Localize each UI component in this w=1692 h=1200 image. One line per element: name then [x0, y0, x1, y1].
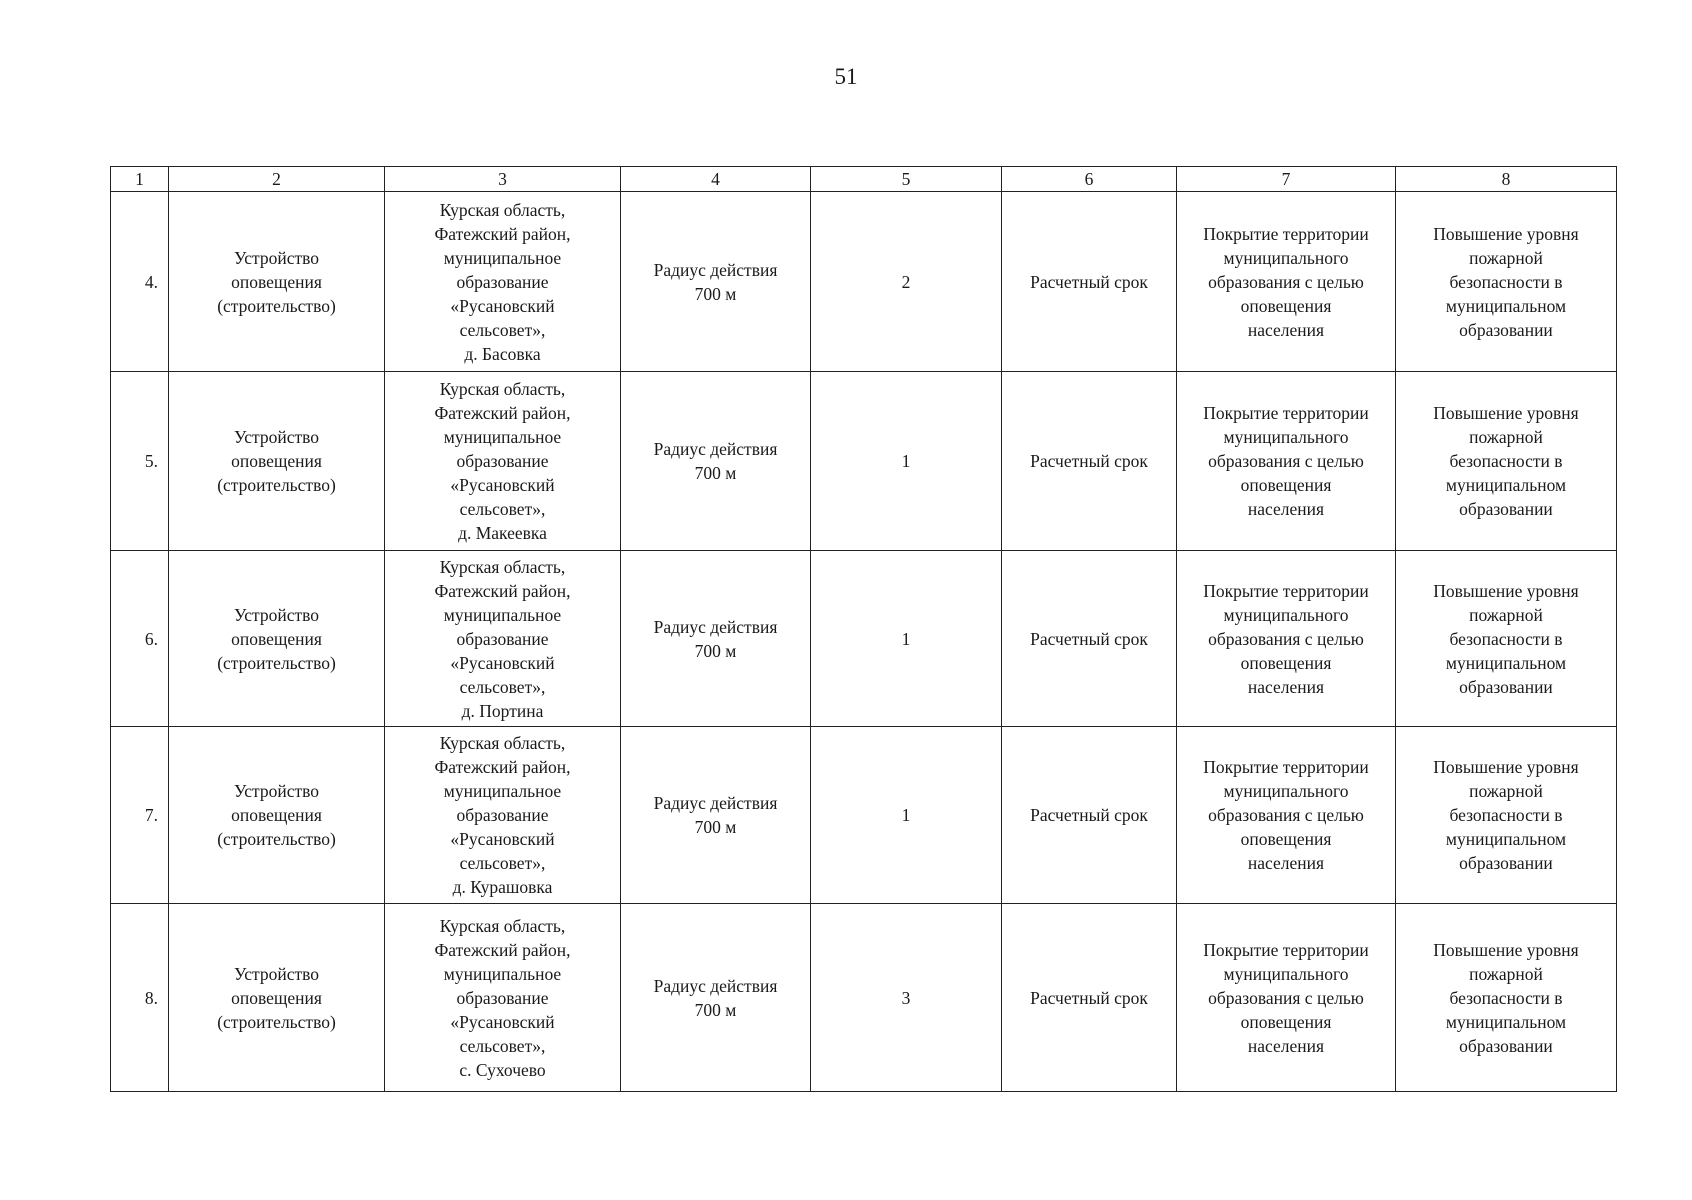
result-cell: [1396, 192, 1617, 372]
text-line: Фатежский район,: [434, 403, 571, 423]
text-line: (строительство): [217, 295, 336, 316]
text-line: 700 м: [694, 640, 737, 661]
purpose-cell: [1177, 727, 1396, 904]
location-cell: [385, 727, 621, 904]
text-line: населения: [1247, 853, 1325, 873]
object-cell: [169, 551, 385, 727]
characteristic-cell: [621, 372, 811, 551]
term-cell: Расчетный срок: [1002, 727, 1177, 904]
characteristic-cell: [621, 727, 811, 904]
header-cell: 6: [1002, 167, 1177, 192]
text-line: Повышение уровня: [1433, 757, 1579, 777]
term-cell: Расчетный срок: [1002, 192, 1177, 372]
text-line: образовании: [1459, 499, 1553, 519]
text-line: Покрытие территории: [1203, 939, 1369, 960]
text-line: Устройство: [233, 427, 320, 447]
text-line: населения: [1247, 319, 1325, 340]
text-line: сельсовет»,: [459, 319, 546, 340]
page-number: 51: [834, 64, 858, 89]
text-line: образовании: [1459, 676, 1553, 697]
text-line: оповещения: [1240, 652, 1332, 673]
text-line: с. Сухочево: [459, 1059, 546, 1080]
text-line: Повышение уровня: [1433, 939, 1579, 960]
text-line: (строительство): [217, 829, 336, 849]
header-cell: 3: [385, 167, 621, 192]
text-line: муниципальном: [1445, 295, 1567, 316]
text-line: (строительство): [217, 652, 336, 673]
text-line: Устройство: [233, 781, 320, 801]
characteristic-cell: [621, 551, 811, 727]
text-line: муниципальном: [1445, 1011, 1567, 1032]
result-cell: [1396, 904, 1617, 1092]
text-line: оповещения: [231, 451, 322, 471]
text-line: «Русановский: [450, 475, 555, 495]
header-cell: 4: [621, 167, 811, 192]
text-line: образовании: [1459, 1035, 1553, 1056]
text-line: 700 м: [694, 463, 737, 483]
header-cell: 1: [111, 167, 169, 192]
text-line: образование: [456, 805, 549, 825]
header-cell: 2: [169, 167, 385, 192]
text-line: муниципальное: [443, 247, 562, 268]
object-cell: [169, 192, 385, 372]
text-line: образование: [456, 628, 549, 649]
text-line: Повышение уровня: [1433, 580, 1579, 601]
text-line: д. Курашовка: [452, 877, 553, 897]
text-line: образования с целью: [1208, 451, 1364, 471]
text-line: оповещения: [231, 805, 322, 825]
text-line: Фатежский район,: [434, 223, 571, 244]
text-line: Устройство: [233, 604, 320, 625]
text-line: муниципальное: [443, 427, 562, 447]
text-line: «Русановский: [450, 1011, 555, 1032]
term-cell: Расчетный срок: [1002, 551, 1177, 727]
text-line: безопасности в: [1449, 451, 1563, 471]
text-line: д. Басовка: [464, 343, 541, 364]
row-number: 6.: [111, 551, 169, 727]
quantity-cell: 1: [811, 551, 1002, 727]
table-row: [111, 727, 1617, 904]
text-line: оповещения: [231, 271, 322, 292]
text-line: муниципальном: [1445, 829, 1567, 849]
object-cell: [169, 727, 385, 904]
text-line: Радиус действия: [653, 793, 778, 813]
text-line: муниципальном: [1445, 652, 1567, 673]
text-line: Радиус действия: [653, 259, 778, 280]
location-cell: [385, 372, 621, 551]
text-line: образования с целью: [1208, 805, 1364, 825]
header-row: [111, 167, 1617, 192]
text-line: образования с целью: [1208, 628, 1364, 649]
text-line: сельсовет»,: [459, 1035, 546, 1056]
text-line: «Русановский: [450, 829, 555, 849]
text-line: Фатежский район,: [434, 757, 571, 777]
result-cell: [1396, 551, 1617, 727]
text-line: муниципального: [1223, 604, 1349, 625]
text-line: муниципального: [1223, 427, 1349, 447]
text-line: муниципальном: [1445, 475, 1567, 495]
text-line: пожарной: [1469, 247, 1543, 268]
term-cell: Расчетный срок: [1002, 904, 1177, 1092]
text-line: Покрытие территории: [1203, 757, 1369, 777]
text-line: оповещения: [1240, 475, 1332, 495]
text-line: Курская область,: [439, 199, 566, 220]
text-line: 700 м: [694, 283, 737, 304]
header-cell: 7: [1177, 167, 1396, 192]
text-line: д. Портина: [461, 700, 544, 721]
text-line: пожарной: [1469, 963, 1543, 984]
object-cell: [169, 904, 385, 1092]
text-line: сельсовет»,: [459, 853, 546, 873]
purpose-cell: [1177, 372, 1396, 551]
text-line: муниципального: [1223, 781, 1349, 801]
text-line: 700 м: [694, 999, 737, 1020]
characteristic-cell: [621, 192, 811, 372]
text-line: образования с целью: [1208, 271, 1364, 292]
text-line: населения: [1247, 1035, 1325, 1056]
text-line: 700 м: [694, 817, 737, 837]
text-line: муниципальное: [443, 963, 562, 984]
result-cell: [1396, 372, 1617, 551]
text-line: «Русановский: [450, 652, 555, 673]
result-cell: [1396, 727, 1617, 904]
text-line: пожарной: [1469, 604, 1543, 625]
quantity-cell: 1: [811, 372, 1002, 551]
text-line: Покрытие территории: [1203, 223, 1369, 244]
text-line: Повышение уровня: [1433, 223, 1579, 244]
text-line: «Русановский: [450, 295, 555, 316]
text-line: безопасности в: [1449, 805, 1563, 825]
text-line: образовании: [1459, 853, 1553, 873]
text-line: оповещения: [1240, 1011, 1332, 1032]
quantity-cell: 3: [811, 904, 1002, 1092]
text-line: безопасности в: [1449, 628, 1563, 649]
location-cell: [385, 904, 621, 1092]
purpose-cell: [1177, 551, 1396, 727]
text-line: Курская область,: [439, 915, 566, 936]
header-cell: 5: [811, 167, 1002, 192]
purpose-cell: [1177, 192, 1396, 372]
text-line: безопасности в: [1449, 271, 1563, 292]
characteristic-cell: [621, 904, 811, 1092]
text-line: (строительство): [217, 1011, 336, 1032]
text-line: пожарной: [1469, 427, 1543, 447]
table-row: [111, 904, 1617, 1092]
text-line: Курская область,: [439, 556, 566, 577]
text-line: пожарной: [1469, 781, 1543, 801]
text-line: оповещения: [1240, 295, 1332, 316]
text-line: образование: [456, 451, 549, 471]
text-line: сельсовет»,: [459, 676, 546, 697]
table-row: [111, 192, 1617, 372]
text-line: населения: [1247, 676, 1325, 697]
quantity-cell: 1: [811, 727, 1002, 904]
text-line: муниципального: [1223, 963, 1349, 984]
text-line: д. Макеевка: [458, 523, 547, 543]
header-cell: 8: [1396, 167, 1617, 192]
text-line: муниципальное: [443, 604, 562, 625]
object-cell: [169, 372, 385, 551]
quantity-cell: 2: [811, 192, 1002, 372]
text-line: Фатежский район,: [434, 580, 571, 601]
text-line: Курская область,: [439, 733, 566, 753]
text-line: образование: [456, 987, 549, 1008]
text-line: Покрытие территории: [1203, 403, 1369, 423]
text-line: оповещения: [231, 628, 322, 649]
text-line: муниципальное: [443, 781, 562, 801]
location-cell: [385, 192, 621, 372]
row-number: 5.: [111, 372, 169, 551]
text-line: (строительство): [217, 475, 336, 495]
text-line: образовании: [1459, 319, 1553, 340]
table-row: [111, 551, 1617, 727]
text-line: Покрытие территории: [1203, 580, 1369, 601]
text-line: оповещения: [231, 987, 322, 1008]
text-line: образования с целью: [1208, 987, 1364, 1008]
row-number: 4.: [111, 192, 169, 372]
text-line: Фатежский район,: [434, 939, 571, 960]
text-line: Устройство: [233, 247, 320, 268]
text-line: Радиус действия: [653, 975, 778, 996]
purpose-cell: [1177, 904, 1396, 1092]
text-line: Повышение уровня: [1433, 403, 1579, 423]
table-row: [111, 372, 1617, 551]
measures-table: [110, 166, 1617, 1092]
text-line: населения: [1247, 499, 1325, 519]
text-line: Курская область,: [439, 379, 566, 399]
text-line: сельсовет»,: [459, 499, 546, 519]
text-line: безопасности в: [1449, 987, 1563, 1008]
location-cell: [385, 551, 621, 727]
term-cell: Расчетный срок: [1002, 372, 1177, 551]
text-line: муниципального: [1223, 247, 1349, 268]
text-line: образование: [456, 271, 549, 292]
text-line: Радиус действия: [653, 616, 778, 637]
text-line: Радиус действия: [653, 439, 778, 459]
row-number: 8.: [111, 904, 169, 1092]
row-number: 7.: [111, 727, 169, 904]
text-line: Устройство: [233, 963, 320, 984]
text-line: оповещения: [1240, 829, 1332, 849]
